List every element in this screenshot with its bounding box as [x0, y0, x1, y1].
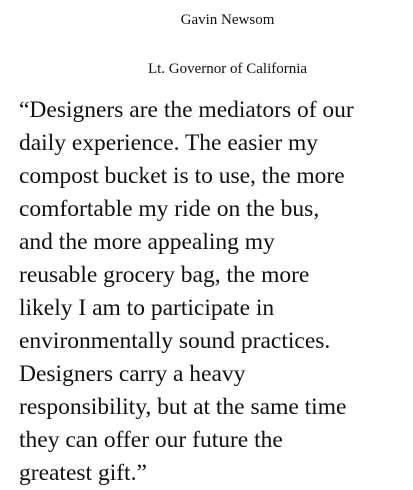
quote-line: responsibility, but at the same time [19, 394, 347, 420]
quote-line: likely I am to participate in [19, 295, 275, 321]
quote-line: they can offer our future the [19, 427, 283, 453]
quote-line: compost bucket is to use, the more [19, 163, 345, 189]
quote-line: and the more appealing my [19, 229, 275, 255]
quote-line: “Designers are the mediators of our [19, 97, 354, 123]
author-name: Gavin Newsom [180, 12, 275, 28]
quote-line: comfortable my ride on the bus, [19, 196, 320, 222]
quote-text [19, 94, 409, 490]
quote-line: Designers carry a heavy [19, 361, 246, 387]
quote-line: reusable grocery bag, the more [19, 262, 310, 288]
quote-line: greatest gift.” [19, 460, 147, 486]
author-title: Lt. Governor of California [147, 61, 308, 77]
quote-line: daily experience. The easier my [19, 130, 319, 156]
quote-line: environmentally sound practices. [19, 328, 331, 354]
